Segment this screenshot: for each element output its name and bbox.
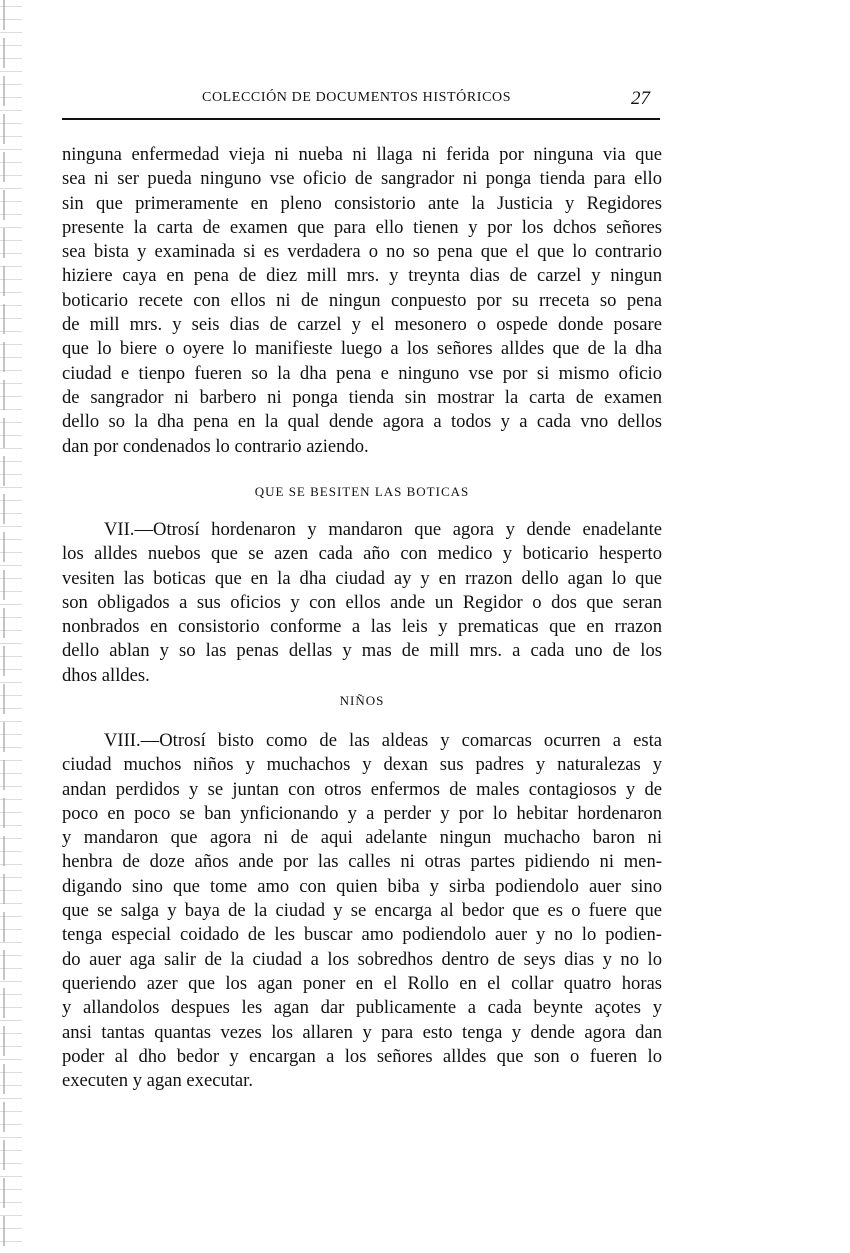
text-line: queriendo azer que los agan poner en el Rollo en el collar quatro horas [62, 972, 662, 994]
paragraph-3 [62, 729, 662, 1093]
paragraph-1 [62, 143, 662, 459]
text-line: henbra de doze años ande por las calles ni otras partes pidiendo ni men- [62, 851, 662, 873]
text-line: VIII.—Otrosí bisto como de las aldeas y comarcas ocurren a esta [104, 730, 662, 751]
text-line: de sangrador ni barbero ni ponga tienda sin mostrar la carta de examen [62, 386, 662, 408]
text-line: de mill mrs. y seis dias de carzel y el mesonero o ospede donde posare [62, 314, 662, 336]
text-line: ciudad e tienpo fueren so la dha pena e ninguno vse por si mismo oficio [62, 362, 662, 384]
text-line: y allandolos despues les agan dar publicamente a cada beynte açotes y [62, 997, 662, 1019]
text-line: dan por condenados lo contrario aziendo. [62, 435, 369, 457]
text-line: ninguna enfermedad vieja ni nueba ni llaga ni ferida por ninguna via que [62, 144, 662, 165]
text-line: dhos alldes. [62, 664, 150, 686]
running-head [62, 90, 662, 112]
scan-edge [0, 0, 22, 1253]
text-line: nonbrados en consistorio conforme a las leis y prematicas que en rrazon [62, 616, 662, 638]
text-line: presente la carta de examen que para ello tienen y por los dchos señores [62, 216, 662, 238]
text-line: ansi tantas quantas vezes los allaren y para esto tenga y dende agora dan [62, 1021, 662, 1043]
text-line: poder al dho bedor y encargan a los señores alldes que son o fueren lo [62, 1045, 662, 1067]
text-line: los alldes nuebos que se azen cada año con medico y boticario hesperto [62, 543, 662, 565]
text-line: hiziere caya en pena de diez mill mrs. y treynta dias de carzel y ningun [62, 265, 662, 287]
text-line: poco en poco se ban ynficionando y a perder y por lo hebitar hordenaron [62, 802, 662, 824]
text-line: executen y agan executar. [62, 1070, 253, 1092]
page-number: 27 [631, 88, 650, 109]
header-rule [62, 118, 660, 120]
text-line: que lo biere o oyere lo manifieste luego a los señores alldes que de la dha [62, 338, 662, 360]
text-line: dello so la dha pena en la qual dende agora a todos y a cada vno dellos [62, 411, 662, 433]
text-line: que se salga y baya de la ciudad y se encarga al bedor que es o fuere que [62, 900, 662, 922]
text-line: sin que primeramente en pleno consistorio ante la Justicia y Regidores [62, 192, 662, 214]
text-line: sea bista y examinada si es verdadera o no so pena que el que lo contrario [62, 241, 662, 263]
text-line: son obligados a sus oficios y con ellos ande un Regidor o dos que seran [62, 591, 662, 613]
text-line: VII.—Otrosí hordenaron y mandaron que agora y dende enadelante [104, 519, 662, 540]
paragraph-2 [62, 518, 662, 688]
text-line: andan perdidos y se juntan con otros enfermos de males contagiosos y de [62, 778, 662, 800]
running-head-title: COLECCIÓN DE DOCUMENTOS HISTÓRICOS [202, 90, 512, 105]
text-line: ciudad muchos niños y muchachos y dexan sus padres y naturalezas y [62, 754, 662, 776]
section-heading-boticas: QUE SE BESITEN LAS BOTICAS [254, 484, 470, 499]
text-line: vesiten las boticas que en la dha ciudad ay y en rrazon dello agan lo que [62, 567, 662, 589]
text-line: sea ni ser pueda ninguno vse oficio de sangrador ni ponga tienda para ello [62, 168, 662, 190]
text-line: boticario recete con ellos ni de ningun conpuesto por su rreceta so pena [62, 289, 662, 311]
text-line: dello ablan y so las penas dellas y mas de mill mrs. a cada uno de los [62, 640, 662, 662]
text-line: tenga especial coidado de les buscar amo podiendolo auer y no lo podien- [62, 924, 662, 946]
text-line: digando sino que tome amo con quien biba y sirba podiendolo auer sino [62, 875, 662, 897]
text-line: do auer aga salir de la ciudad a los sobredhos dentro de seys dias y no lo [62, 948, 662, 970]
section-heading-ninos: NIÑOS [339, 693, 385, 708]
text-line: y mandaron que agora ni de aqui adelante ningun muchacho baron ni [62, 827, 662, 849]
